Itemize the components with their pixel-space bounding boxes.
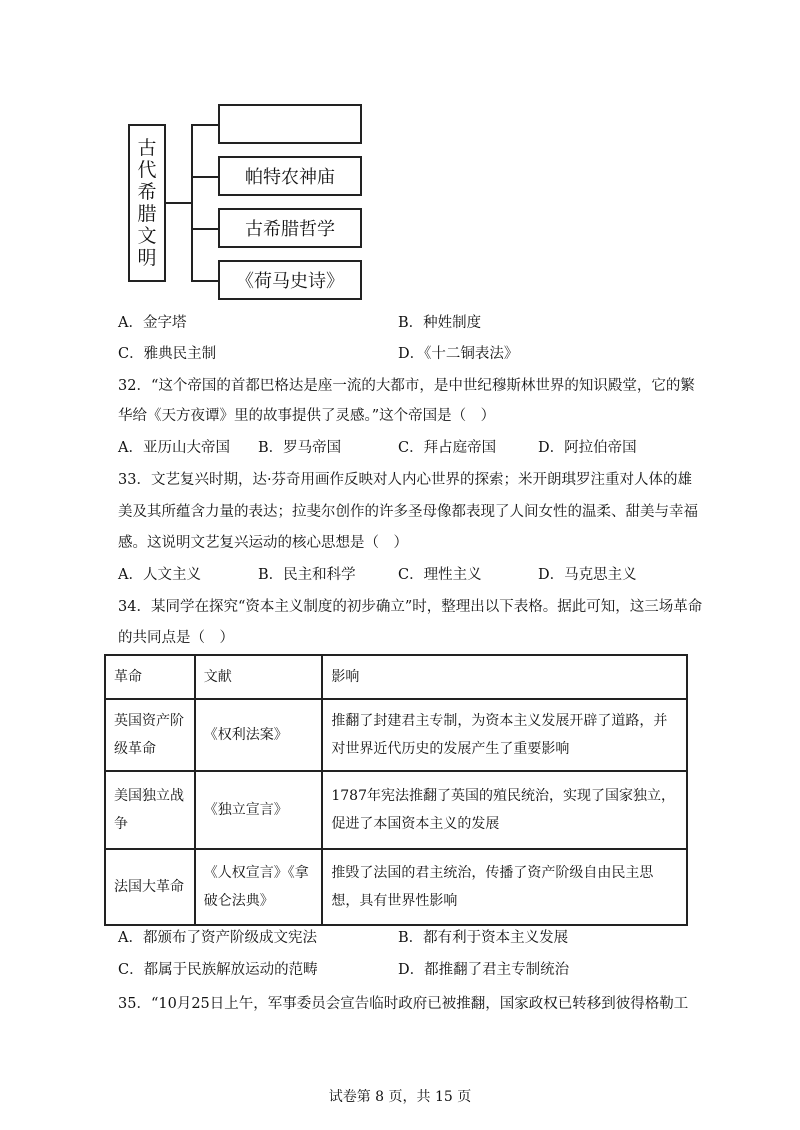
table-cell-impact: 推翻了封建君主专制，为资本主义发展开辟了道路，并对世界近代历史的发展产生了重要影响 [322,699,687,771]
q34-stem: 的共同点是（ ） [118,630,234,646]
table-header-cell: 文献 [195,655,323,699]
diagram-root-char: 文 [137,225,157,247]
q34-option-b: B．都有利于资本主义发展 [398,930,569,946]
q34-stem: 34．某同学在探究“资本主义制度的初步确立”时，整理出以下表格。据此可知，这三场革命 [118,599,703,615]
diagram-root-char: 古 [137,137,157,159]
table-row [105,849,687,925]
diagram-branch-parthenon: 帕特农神庙 [218,156,362,196]
diagram-root-char: 明 [137,247,157,269]
q32-option-b: B．罗马帝国 [258,440,342,456]
table-header-cell: 革命 [105,655,195,699]
q33-stem: 美及其所蕴含力量的表达；拉斐尔创作的许多圣母像都表现了人间女性的温柔、甜美与幸福 [118,504,698,520]
q31-option-d: D．《十二铜表法》 [398,346,519,362]
q33-option-b: B．民主和科学 [258,567,356,583]
diagram-branch-homer: 《荷马史诗》 [218,260,362,300]
table-cell-impact: 1787年宪法推翻了英国的殖民统治，实现了国家独立，促进了本国资本主义的发展 [322,771,687,849]
page-footer: 试卷第 8 页，共 15 页 [328,1089,472,1105]
diagram-root-box [128,124,166,282]
q32-option-c: C．拜占庭帝国 [398,440,497,456]
q31-option-c: C．雅典民主制 [118,346,217,362]
q33-stem: 感。这说明文艺复兴运动的核心思想是（ ） [118,535,408,551]
diagram-root-char: 腊 [137,203,157,225]
table-row [105,771,687,849]
diagram-connector [191,124,219,126]
q34-option-d: D．都推翻了君主专制统治 [398,962,570,978]
q33-option-d: D．马克思主义 [538,567,637,583]
diagram-connector [191,280,219,282]
table-header-cell: 影响 [322,655,687,699]
q33-option-c: C．理性主义 [398,567,482,583]
table-cell-impact: 推毁了法国的君主统治，传播了资产阶级自由民主思想，具有世界性影响 [322,849,687,925]
diagram-connector [166,202,192,204]
q32-option-d: D．阿拉伯帝国 [538,440,637,456]
q33-stem: 33．文艺复兴时期，达·芬奇用画作反映对人内心世界的探索；米开朗琪罗注重对人体的雄 [118,472,693,488]
q32-stem: 32．“这个帝国的首都巴格达是座一流的大都市，是中世纪穆斯林世界的知识殿堂，它的繁 [118,378,695,394]
table-cell-document: 《人权宣言》《拿破仑法典》 [195,849,323,925]
diagram-connector [191,228,219,230]
diagram-connector [191,176,219,178]
diagram-root-char: 希 [137,181,157,203]
q31-option-b: B．种姓制度 [398,315,482,331]
diagram-spine [191,124,193,282]
diagram-branch-blank [218,104,362,144]
table-cell-revolution: 英国资产阶级革命 [105,699,195,771]
revolutions-table [104,654,688,926]
q34-option-a: A．都颁布了资产阶级成文宪法 [118,930,317,946]
table-row [105,699,687,771]
table-cell-document: 《权利法案》 [195,699,323,771]
q34-option-c: C．都属于民族解放运动的范畴 [118,962,318,978]
diagram-root-char: 代 [137,159,157,181]
table-cell-revolution: 法国大革命 [105,849,195,925]
q32-stem: 华给《天方夜谭》里的故事提供了灵感。”这个帝国是（ ） [118,408,496,424]
q31-option-a: A．金字塔 [118,315,187,331]
diagram-branch-philosophy: 古希腊哲学 [218,208,362,248]
q32-option-a: A．亚历山大帝国 [118,440,230,456]
table-header-row [105,655,687,699]
table-cell-revolution: 美国独立战争 [105,771,195,849]
q35-stem: 35．“10月25日上午，军事委员会宣告临时政府已被推翻，国家政权已转移到彼得格勒工 [118,996,689,1012]
q33-option-a: A．人文主义 [118,567,201,583]
table-cell-document: 《独立宣言》 [195,771,323,849]
